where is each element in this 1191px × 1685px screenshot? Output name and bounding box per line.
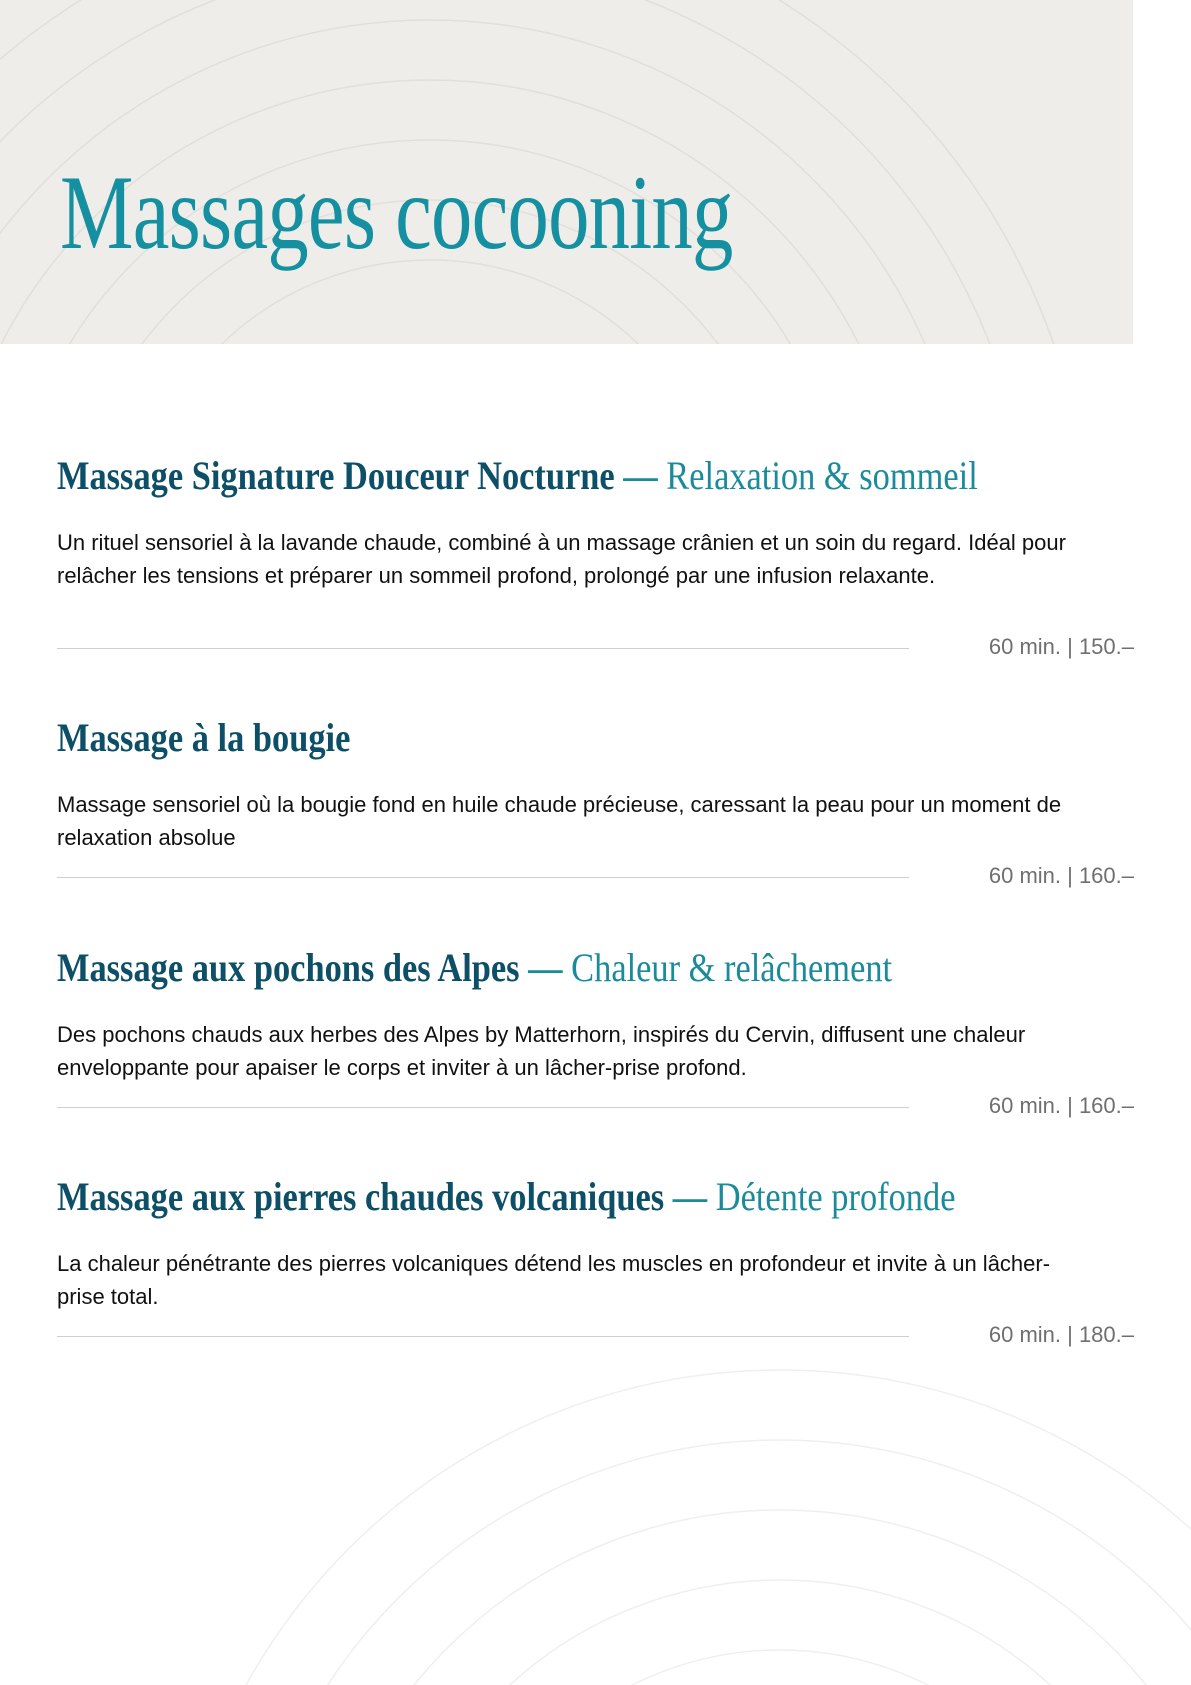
item-name: Massage Signature Douceur Nocturne — [57, 453, 615, 498]
menu-item — [57, 1175, 1134, 1355]
item-price: 60 min. | 150.– — [988, 634, 1134, 659]
item-title — [57, 454, 983, 498]
item-divider — [57, 1107, 909, 1108]
item-subtitle: Chaleur & relâchement — [571, 945, 893, 990]
item-title — [57, 716, 983, 760]
item-separator: — — [623, 453, 658, 498]
item-price: 60 min. | 160.– — [988, 863, 1134, 888]
item-description: Un rituel sensoriel à la lavande chaude, combiné à un massage crânien et un soin du regard. Idéal pour relâcher les tensions et préparer un sommeil profond, prolongé par une infusion relaxante. — [57, 530, 1066, 588]
menu-item — [57, 946, 1134, 1126]
item-subtitle: Détente profonde — [715, 1174, 956, 1219]
item-separator: — — [672, 1174, 708, 1219]
menu-item — [57, 454, 1134, 666]
item-divider — [57, 877, 909, 878]
item-title — [57, 946, 983, 990]
item-description: Des pochons chauds aux herbes des Alpes by Matterhorn, inspirés du Cervin, diffusent une chaleur enveloppante pour apaiser le corps et inviter à un lâcher-prise profond. — [57, 1022, 1026, 1080]
item-name: Massage à la bougie — [57, 715, 351, 760]
page-title: Massages cocooning — [60, 154, 733, 271]
item-subtitle: Relaxation & sommeil — [666, 453, 978, 498]
item-price: 60 min. | 180.– — [988, 1322, 1134, 1347]
item-description: La chaleur pénétrante des pierres volcaniques détend les muscles en profondeur et invite à un lâcher-prise total. — [57, 1251, 1051, 1309]
item-divider — [57, 1336, 909, 1337]
menu-item — [57, 716, 1134, 896]
item-description: Massage sensoriel où la bougie fond en huile chaude précieuse, caressant la peau pour un moment de relaxation absolue — [57, 792, 1062, 850]
item-name: Massage aux pierres chaudes volcaniques — [57, 1174, 665, 1219]
item-title — [57, 1175, 983, 1219]
item-divider — [57, 648, 909, 649]
item-name: Massage aux pochons des Alpes — [57, 945, 520, 990]
item-separator: — — [528, 945, 563, 990]
item-price: 60 min. | 160.– — [988, 1093, 1134, 1118]
